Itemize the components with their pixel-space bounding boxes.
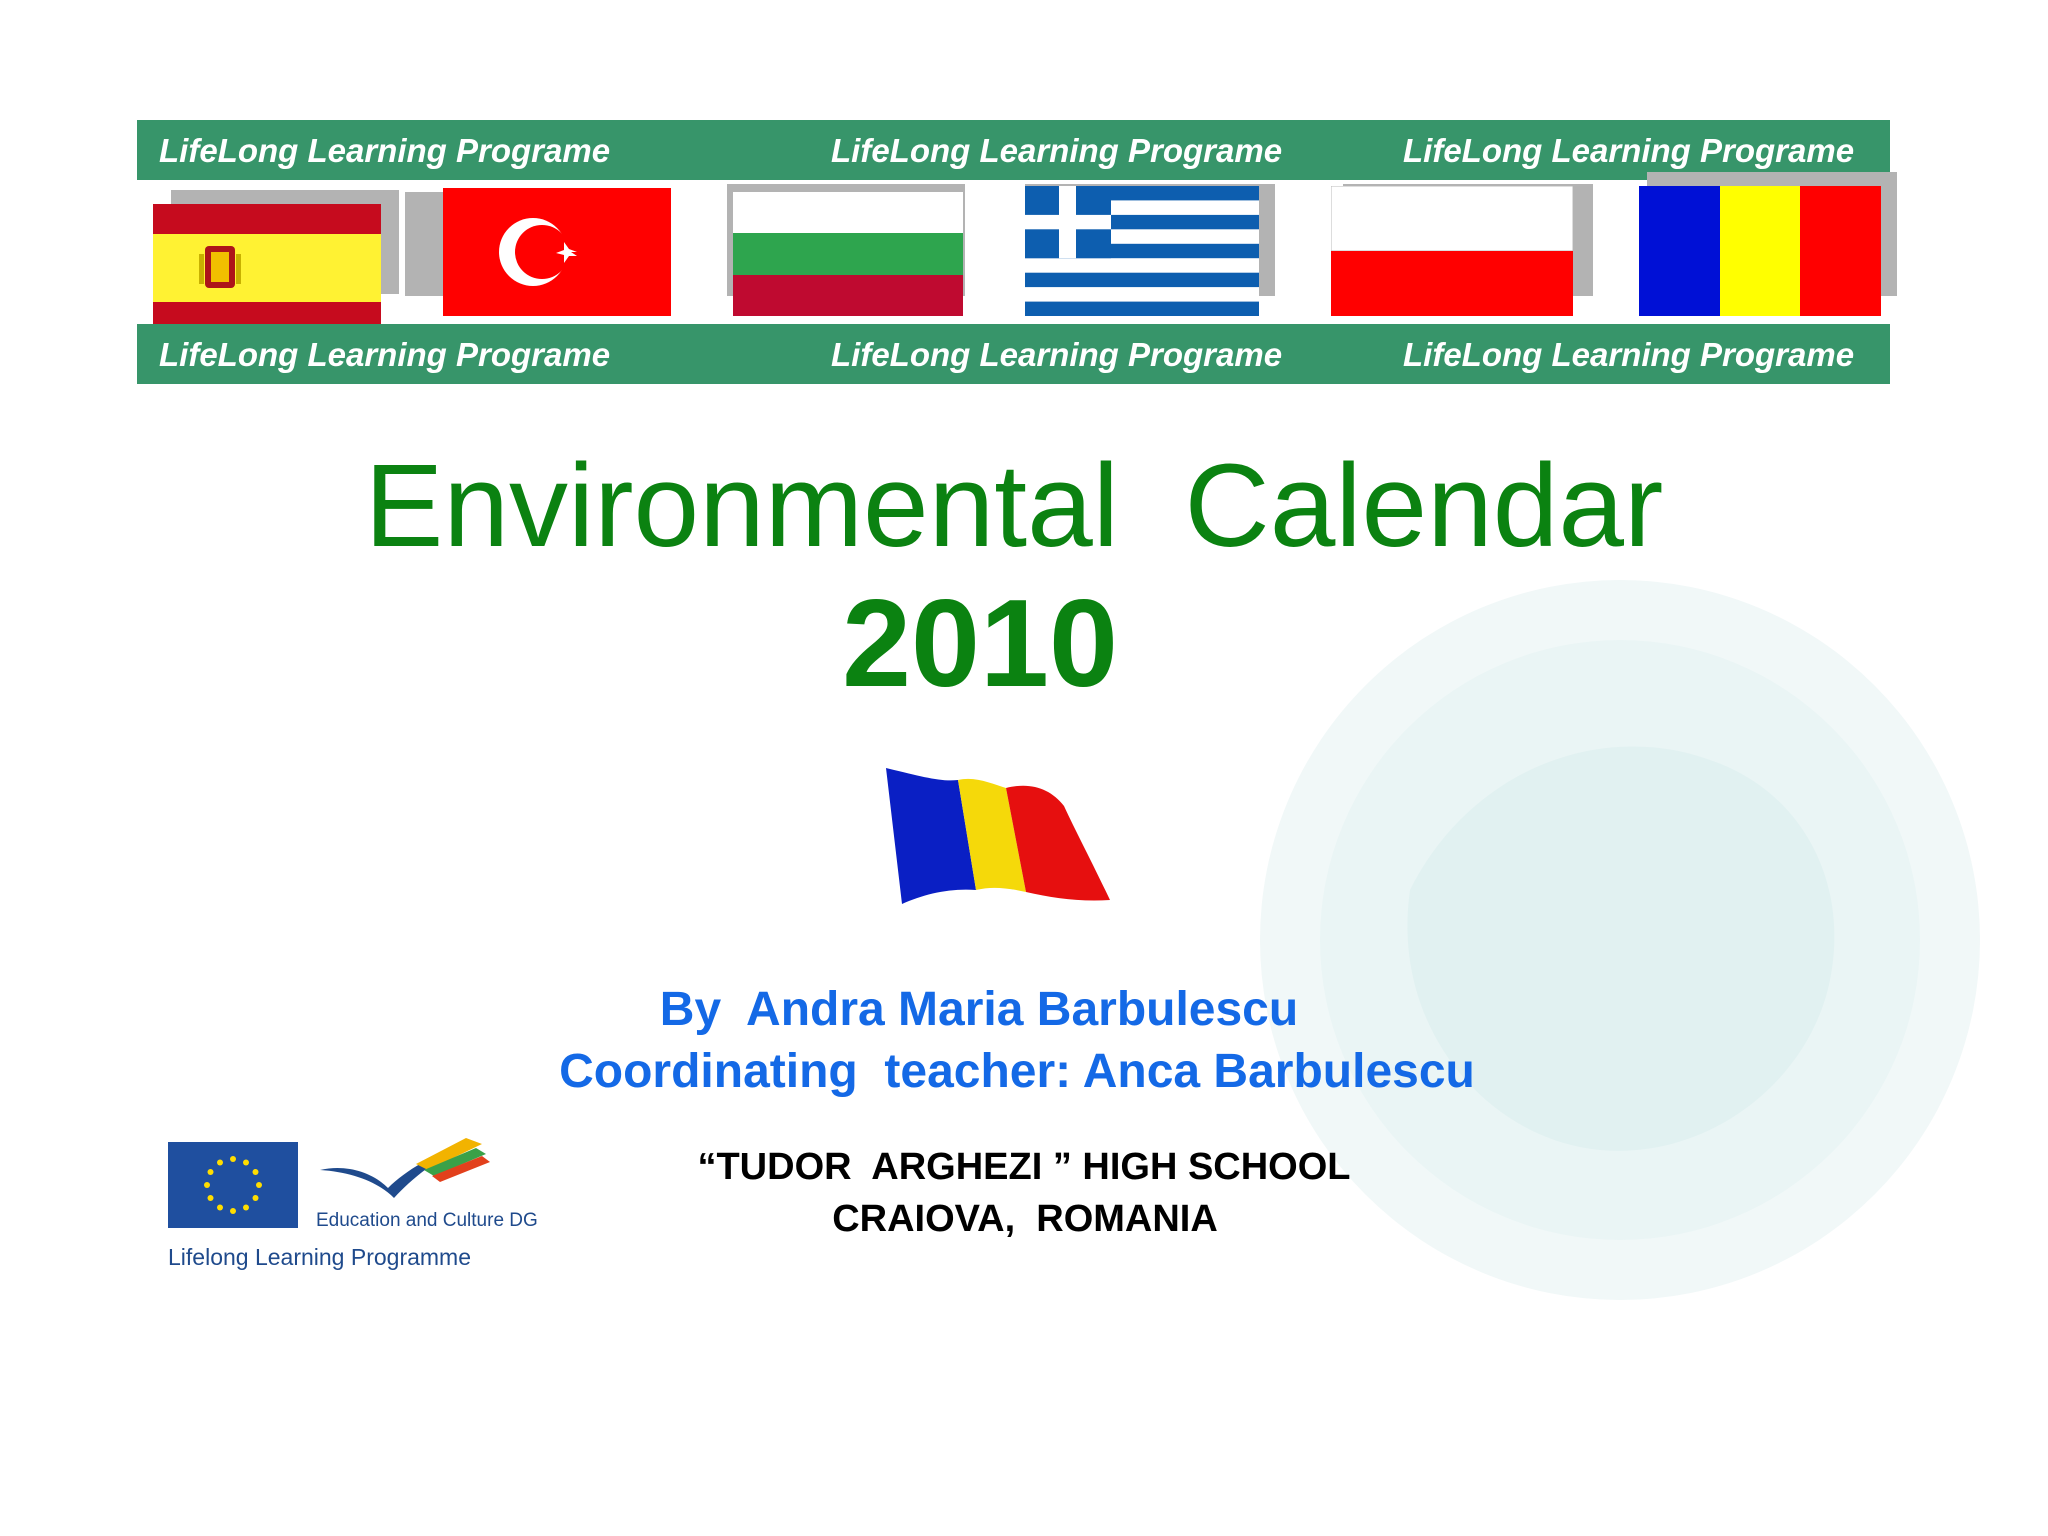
eu-flag-icon: [168, 1142, 298, 1228]
banner-top-label: LifeLong Learning Programe: [831, 132, 1283, 169]
romania-flag-icon: [1639, 186, 1881, 316]
banner-bottom-band: [137, 324, 1890, 384]
romania-waving-flag-icon: [880, 762, 1114, 912]
banner-top-label: LifeLong Learning Programe: [1403, 132, 1855, 169]
author-credit: By Andra Maria Barbulescu: [659, 983, 1299, 1036]
lifelong-learning-banner: [137, 120, 1890, 386]
teacher-credit: Coordinating teacher: Anca Barbulescu: [559, 1045, 1475, 1098]
spain-flag-icon: [153, 204, 381, 332]
bulgaria-flag-icon: [733, 192, 963, 316]
greece-flag-icon: [1025, 186, 1259, 316]
page-title: Environmental Calendar: [364, 440, 1664, 572]
school-name: “TUDOR ARGHEZI ” HIGH SCHOOL: [697, 1146, 1351, 1188]
education-culture-text: Education and Culture DG: [316, 1210, 538, 1231]
calendar-year: 2010: [842, 575, 1118, 713]
school-city: CRAIOVA, ROMANIA: [832, 1198, 1218, 1240]
education-culture-logo-icon: [316, 1134, 492, 1204]
turkey-flag-icon: [443, 188, 671, 316]
poland-flag-icon: [1331, 186, 1573, 316]
lifelong-programme-text: Lifelong Learning Programme: [168, 1244, 472, 1270]
banner-top-band: [137, 120, 1890, 180]
banner-top-label: LifeLong Learning Programe: [159, 132, 611, 169]
banner-bottom-label: LifeLong Learning Programe: [1403, 336, 1855, 373]
banner-bottom-label: LifeLong Learning Programe: [159, 336, 611, 373]
banner-bottom-label: LifeLong Learning Programe: [831, 336, 1283, 373]
